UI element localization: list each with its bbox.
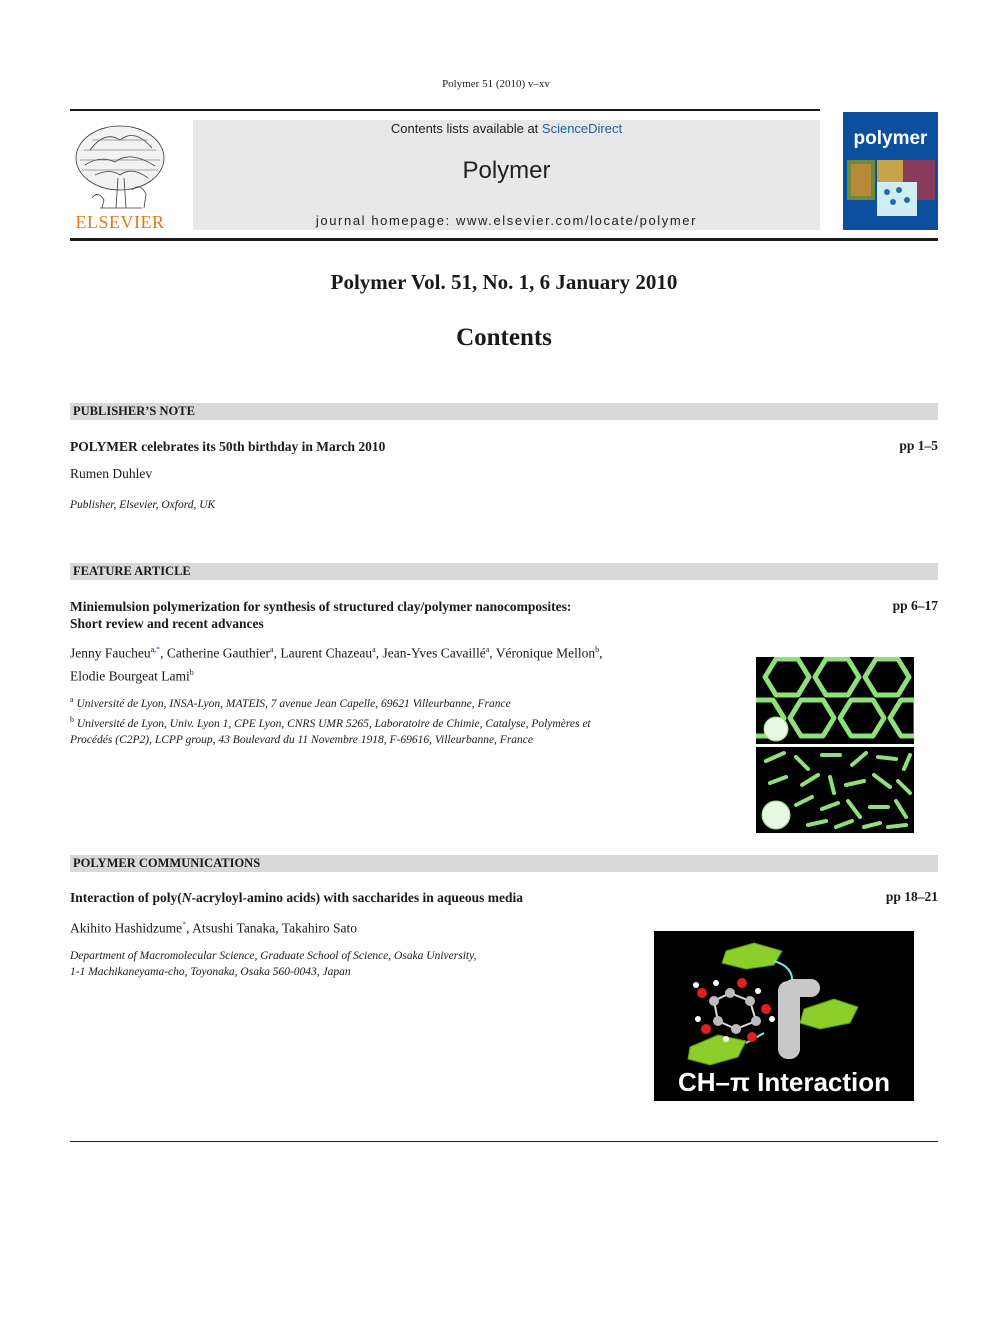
author-name[interactable]: Véronique Mellon (495, 645, 596, 661)
author-name[interactable]: Akihito Hashidzume (70, 920, 183, 936)
article-pages: pp 1–5 (899, 438, 938, 453)
article-authors: Jenny Faucheu$^{a,*}$, Catherine Gauthier$^a$, Laurent Chazeau$^a$, Jean-Yves Cavaillé$^a$, Véronique Mellon$^b$, Elodie Bourgeat Lami$^b$ (70, 645, 603, 683)
article-title[interactable]: POLYMER celebrates its 50th birthday in March 2010 (70, 439, 386, 454)
affiliation-line: 1-1 Machikaneyama-cho, Toyonaka, Osaka 560-0043, Japan (70, 966, 351, 978)
footer-rule (70, 1141, 938, 1142)
top-rule (70, 109, 820, 111)
article-authors: Rumen Duhlev (70, 466, 153, 481)
article-pages: pp 18–21 (885, 889, 938, 904)
author-name[interactable]: Catherine Gauthier (166, 645, 271, 661)
section-header-feature-article (70, 563, 938, 580)
article-title-italic: N (181, 890, 192, 905)
graphical-abstract-clay-nanocomposite (756, 657, 914, 833)
section-heading: FEATURE ARTICLE (73, 564, 191, 578)
author-name[interactable]: Jean-Yves Cavaillé (382, 645, 486, 661)
section-heading: PUBLISHER’S NOTE (73, 404, 195, 418)
article-title-part: -acryloyl-amino acids) with saccharides in aqueous media (191, 890, 524, 905)
affiliation-line: Department of Macromolecular Science, Graduate School of Science, Osaka University, (70, 950, 477, 962)
article-title-line: Miniemulsion polymerization for synthesis of structured clay/polymer nanocomposites: (70, 599, 572, 614)
journal-title: Polymer (462, 157, 551, 184)
graphic-label: CH–π Interaction (677, 1067, 891, 1097)
affiliation-text: Université de Lyon, INSA-Lyon, MATEIS, 7 avenue Jean Capelle, 69621 Villeurbanne, France (76, 697, 511, 710)
affiliation-line (70, 692, 650, 712)
article-title[interactable] (70, 889, 690, 906)
article-pages: pp 6–17 (892, 598, 938, 613)
author-sup: a, (150, 645, 157, 654)
section-header-publishers-note (70, 403, 938, 420)
sciencedirect-link[interactable]: ScienceDirect (541, 121, 623, 136)
cover-title: polymer (853, 128, 928, 149)
article-affiliations (70, 692, 650, 748)
affiliation-line (70, 712, 650, 732)
author-sup: a (270, 645, 274, 654)
corresponding-author-mark[interactable]: * (156, 645, 161, 654)
author-sup: a (485, 645, 490, 654)
affiliation-mark: b (70, 714, 74, 724)
affiliation-mark: a (70, 695, 74, 704)
author-sup: b (189, 667, 194, 677)
section-heading: POLYMER COMMUNICATIONS (73, 856, 261, 870)
author-name[interactable]: Takahiro Sato (281, 920, 357, 936)
contents-heading: Contents (456, 324, 552, 351)
article-affiliation: Publisher, Elsevier, Oxford, UK (70, 499, 216, 511)
issue-title: Polymer Vol. 51, No. 1, 6 January 2010 (330, 270, 678, 294)
article-title-part: Interaction of poly( (70, 890, 182, 905)
author-sup: b (595, 645, 600, 654)
author-sup: a (372, 645, 376, 654)
running-head: Polymer 51 (2010) v–xv (442, 78, 550, 90)
graphical-abstract-ch-pi-interaction (654, 931, 914, 1101)
contents-availability-text: Contents lists available at (390, 121, 542, 136)
publisher-wordmark: ELSEVIER (75, 212, 165, 232)
journal-homepage[interactable]: journal homepage: www.elsevier.com/locate/polymer (315, 213, 698, 228)
affiliation-text: Université de Lyon, Univ. Lyon 1, CPE Lyon, CNRS UMR 5265, Laboratoire de Chimie, Catalyse, Polymères et (76, 717, 591, 730)
author-name[interactable]: Elodie Bourgeat Lami (70, 668, 190, 683)
journal-cover-thumbnail (843, 112, 938, 230)
cover-artwork (843, 156, 938, 230)
contents-availability (193, 121, 820, 136)
affiliation-text: Procédés (C2P2), LCPP group, 43 Boulevard du 11 Novembre 1918, F-69616, Villeurbanne, France (70, 733, 534, 746)
article-title[interactable] (70, 598, 690, 632)
author-name[interactable]: Atsushi Tanaka (192, 920, 276, 936)
corresponding-author-mark[interactable]: * (182, 920, 187, 929)
article-title-line: Short review and recent advances (70, 616, 264, 631)
article-affiliation (70, 948, 650, 980)
author-name[interactable]: Jenny Faucheu (70, 645, 151, 661)
header-rule (70, 238, 938, 241)
section-header-polymer-communications (70, 855, 938, 872)
author-name[interactable]: Laurent Chazeau (280, 645, 373, 661)
affiliation-line (70, 732, 650, 748)
article-authors: Akihito Hashidzume*, Atsushi Tanaka, Takahiro Sato (70, 920, 357, 936)
